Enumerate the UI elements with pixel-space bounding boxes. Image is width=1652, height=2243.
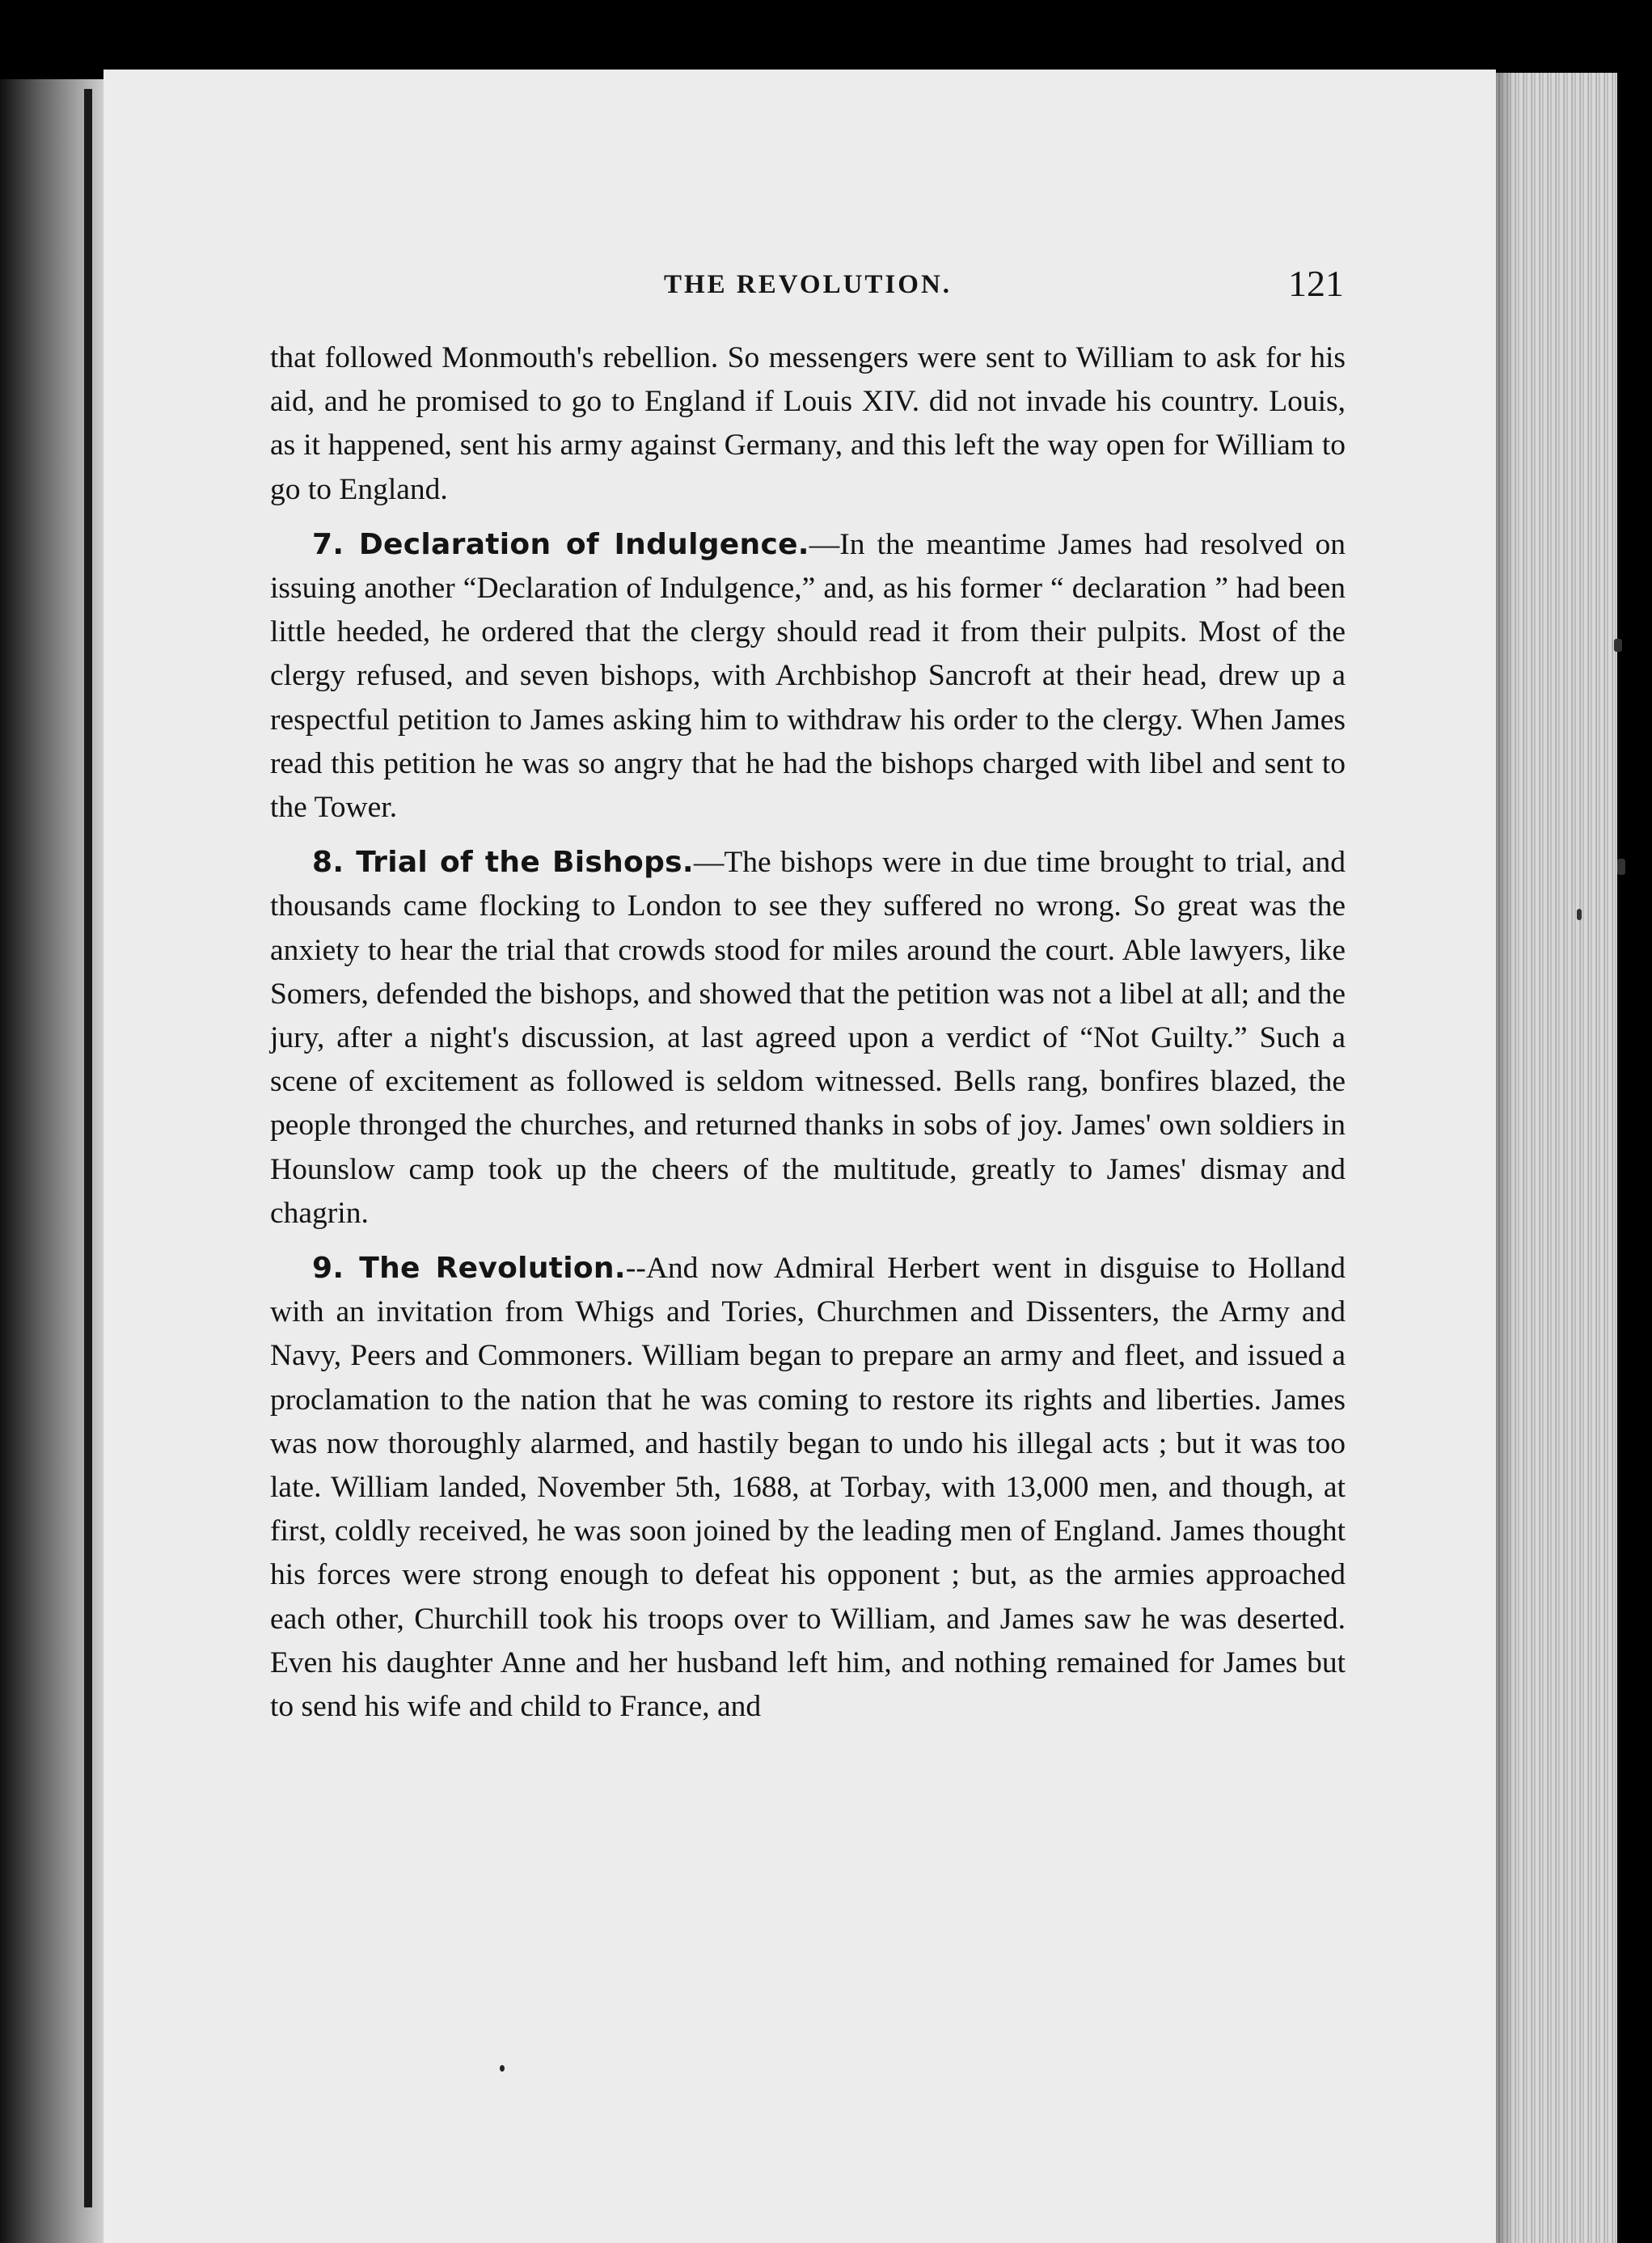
- section-body-8: —The bishops were in due time brought to trial, and thousands came flocking to London to see they suffered no wrong. So great was the anxiety to hear the trial that crowds stood for miles around the court. Able lawyers, like Somers, defended the bishops, and showed that the petition was not a libel at all; and the jury, after a night's discussion, at last agreed upon a verdict of “Not Guilty.” Such a scene of excitement as followed is seldom witnessed. Bells rang, bonfires blazed, the people thronged the churches, and returned thanks in sobs of joy. James' own soldiers in Hounslow camp took up the cheers of the multitude, greatly to James' dismay and chagrin.: [270, 846, 1346, 1230]
- page-edge-shadow: [1496, 73, 1515, 2243]
- gutter-shadow: [84, 89, 92, 2207]
- section-paragraph-7: [270, 523, 1346, 830]
- section-heading-9: 9. The Revolution.: [312, 1252, 626, 1286]
- section-paragraph-9: [270, 1247, 1346, 1729]
- section-heading-8: 8. Trial of the Bishops.: [312, 846, 694, 880]
- edge-blemish: [1614, 639, 1622, 652]
- continuation-paragraph: that followed Monmouth's rebellion. So messengers were sent to William to ask for his aid, and he promised to go to England if Louis XIV. did not invade his country. Louis, as it happened, sent his army against Germany, and this left the way open for William to go to England.: [270, 341, 1346, 506]
- edge-blemish: [1577, 909, 1582, 920]
- section-body-7: —In the meantime James had resolved on issuing another “Declaration of Indulgence,” and, as his former “ declaration ” had been little heeded, he ordered that the clergy should read it from their pulpits. Most of the clergy refused, and seven bishops, with Archbishop Sancroft at their head, drew up a respectful petition to James asking him to withdraw his order to the clergy. When James read this petition he was so angry that he had the bishops charged with libel and sent to the Tower.: [270, 527, 1346, 825]
- ink-speck: [500, 2065, 505, 2072]
- edge-blemish: [1617, 859, 1625, 875]
- page-number: 121: [1288, 263, 1344, 304]
- body-text: [270, 336, 1346, 1729]
- section-paragraph-8: [270, 841, 1346, 1236]
- section-heading-7: 7. Declaration of Indulgence.: [312, 527, 809, 561]
- running-header: [272, 265, 1344, 306]
- section-body-9: --And now Admiral Herbert went in disguise to Holland with an invitation from Whigs and Tories, Churchmen and Dissenters, the Army and Navy, Peers and Commoners. William began to prepare an army and fleet, and issued a proclamation to the nation that he was coming to restore its rights and liberties. James was now thoroughly alarmed, and hastily began to undo his illegal acts ; but it was too late. William landed, November 5th, 1688, at Torbay, with 13,000 men, and though, at first, coldly received, he was soon joined by the leading men of England. James thought his forces were strong enough to defeat his opponent ; but, as the armies approached each other, Churchill took his troops over to William, and James saw he was deserted. Even his daughter Anne and her husband left him, and nothing remained for James but to send his wife and child to France, and: [270, 1252, 1346, 1724]
- running-title: THE REVOLUTION.: [663, 270, 953, 299]
